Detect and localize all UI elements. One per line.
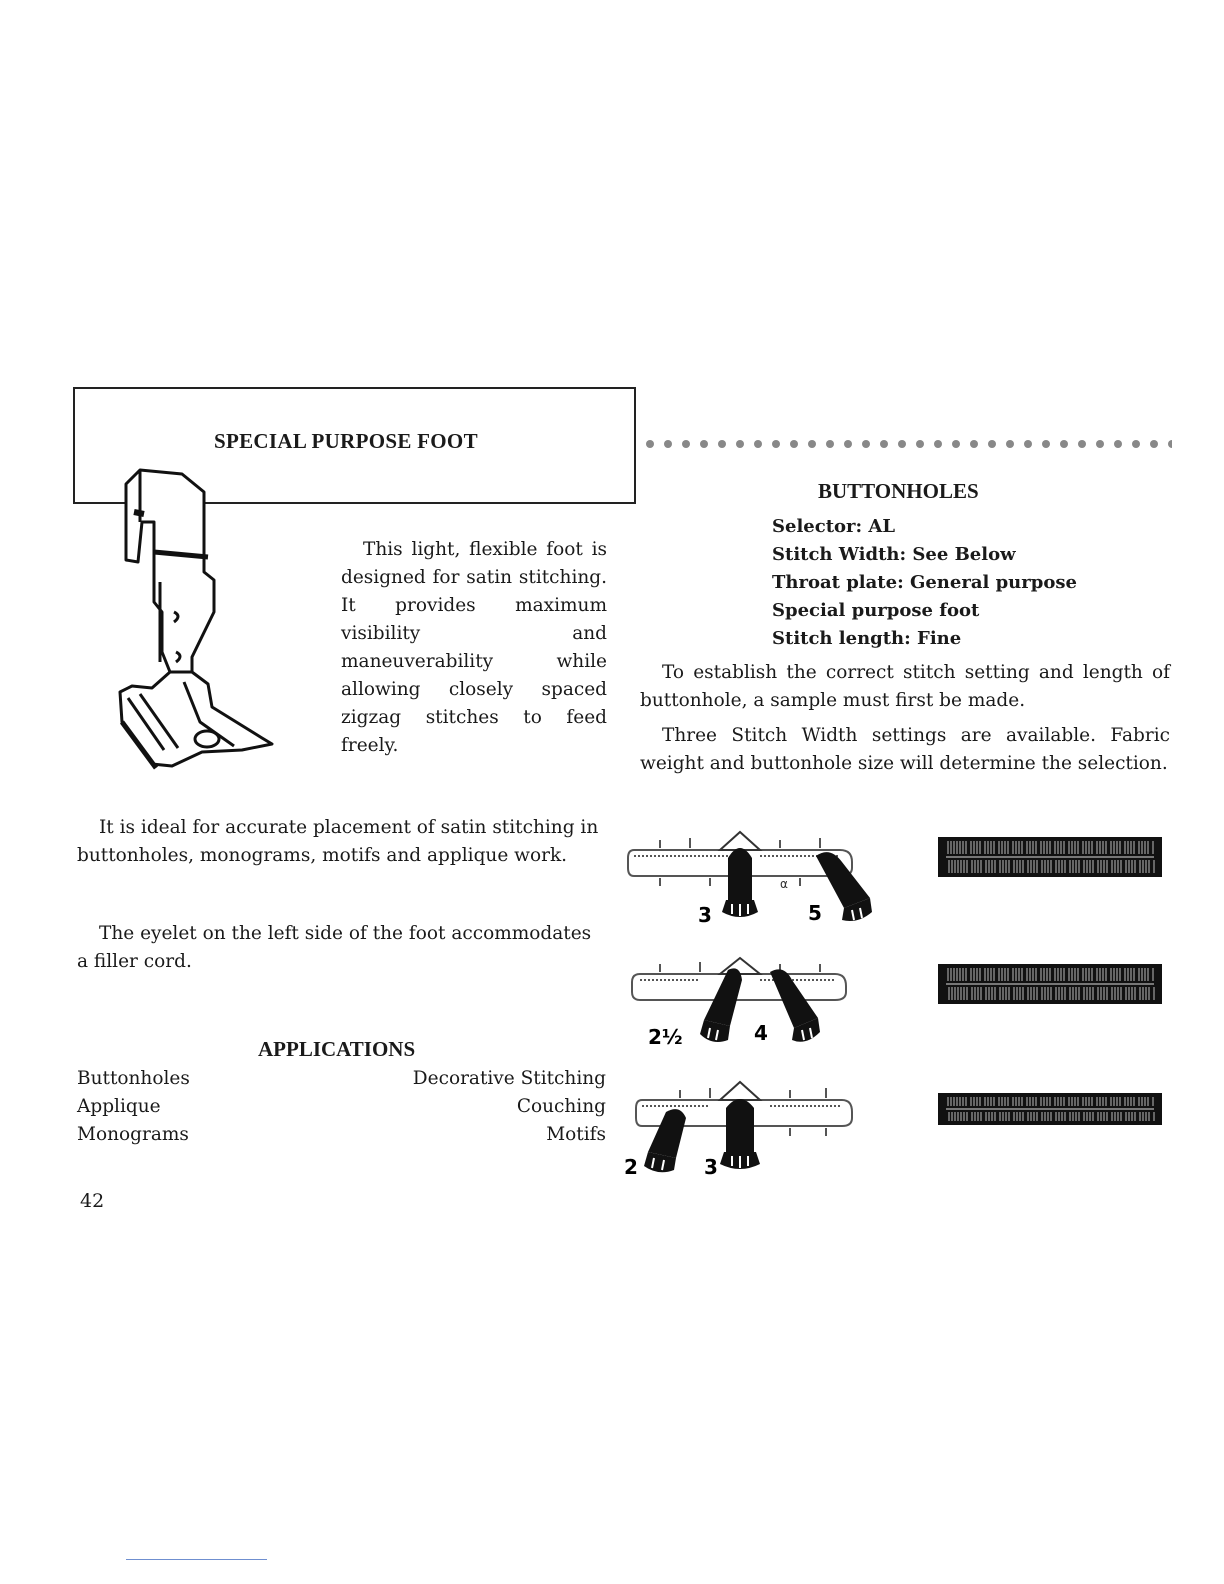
sample-paragraph: To establish the correct stitch setting and length of buttonhole, a sample must first be made. bbox=[640, 662, 1170, 711]
decorative-dot bbox=[1114, 440, 1122, 448]
decorative-dot bbox=[1150, 440, 1158, 448]
decorative-dot bbox=[790, 440, 798, 448]
decorative-dot bbox=[1024, 440, 1032, 448]
presser-foot-illustration bbox=[112, 462, 282, 774]
dial-left-label: 2 bbox=[624, 1155, 638, 1178]
decorative-dot bbox=[700, 440, 708, 448]
decorative-dot-border bbox=[644, 436, 1172, 452]
decorative-dot bbox=[1096, 440, 1104, 448]
page-number: 42 bbox=[80, 1190, 105, 1212]
decorative-dot bbox=[1078, 440, 1086, 448]
decorative-dot bbox=[988, 440, 996, 448]
decorative-dot bbox=[1168, 440, 1172, 448]
dial-left-label: 3 bbox=[698, 903, 712, 927]
setting-stitch-width: Stitch Width: See Below bbox=[772, 544, 1016, 565]
setting-foot: Special purpose foot bbox=[772, 600, 980, 621]
applications-right-list bbox=[413, 1065, 606, 1149]
dial-left-label: 2½ bbox=[648, 1025, 683, 1049]
width-settings-paragraph: Three Stitch Width settings are available. Fabric weight and buttonhole size will determine the selection. bbox=[640, 725, 1170, 774]
stitch-width-dial-3 bbox=[620, 1078, 880, 1178]
application-item: Applique bbox=[77, 1096, 161, 1117]
buttonhole-slit bbox=[946, 983, 1154, 985]
decorative-dot bbox=[970, 440, 978, 448]
application-item: Motifs bbox=[546, 1124, 606, 1145]
decorative-dot bbox=[646, 440, 654, 448]
decorative-dot bbox=[880, 440, 888, 448]
decorative-dot bbox=[1006, 440, 1014, 448]
application-item: Buttonholes bbox=[77, 1068, 190, 1089]
setting-selector: Selector: AL bbox=[772, 516, 896, 537]
decorative-dot bbox=[934, 440, 942, 448]
buttonhole-sample-1 bbox=[938, 837, 1162, 877]
buttonhole-sample-2 bbox=[938, 964, 1162, 1004]
stitch-width-dial-2 bbox=[620, 954, 880, 1054]
decorative-dot bbox=[718, 440, 726, 448]
decorative-dot bbox=[898, 440, 906, 448]
application-item: Monograms bbox=[77, 1124, 189, 1145]
eyelet-paragraph: The eyelet on the left side of the foot accommodates a filler cord. bbox=[77, 923, 592, 972]
decorative-dot bbox=[754, 440, 762, 448]
decorative-dot bbox=[808, 440, 816, 448]
buttonholes-heading: BUTTONHOLES bbox=[818, 479, 979, 503]
intro-paragraph: This light, flexible foot is designed for satin stitching. It provides maximum visibility and maneuverability while allowing closely spaced zigzag stitches to feed freely. bbox=[341, 539, 607, 756]
decorative-dot bbox=[664, 440, 672, 448]
dial-right-label: 4 bbox=[754, 1021, 768, 1045]
buttonhole-slit bbox=[946, 856, 1154, 858]
decorative-dot bbox=[952, 440, 960, 448]
application-item: Decorative Stitching bbox=[412, 1068, 606, 1089]
ideal-use-paragraph: It is ideal for accurate placement of satin stitching in buttonholes, monograms, motifs and applique work. bbox=[77, 817, 599, 866]
decorative-dot bbox=[1042, 440, 1050, 448]
stitch-width-dial-1 bbox=[620, 828, 880, 928]
decorative-dot bbox=[772, 440, 780, 448]
setting-throat-plate: Throat plate: General purpose bbox=[772, 572, 1077, 593]
svg-text:α: α bbox=[780, 877, 788, 891]
buttonhole-sample-3 bbox=[938, 1093, 1162, 1125]
dial-right-label: 3 bbox=[704, 1155, 718, 1178]
decorative-dot bbox=[826, 440, 834, 448]
applications-left-list bbox=[77, 1065, 190, 1149]
decorative-dot bbox=[1060, 440, 1068, 448]
decorative-dot bbox=[736, 440, 744, 448]
section-title: SPECIAL PURPOSE FOOT bbox=[214, 429, 478, 453]
dial-right-label: 5 bbox=[808, 901, 822, 925]
application-item: Couching bbox=[516, 1096, 606, 1117]
decorative-dot bbox=[1132, 440, 1140, 448]
buttonhole-slit bbox=[946, 1108, 1154, 1110]
decorative-dot bbox=[862, 440, 870, 448]
bottom-rule bbox=[126, 1559, 267, 1560]
decorative-dot bbox=[916, 440, 924, 448]
setting-stitch-length: Stitch length: Fine bbox=[772, 628, 962, 649]
decorative-dot bbox=[682, 440, 690, 448]
decorative-dot bbox=[844, 440, 852, 448]
settings-list bbox=[772, 513, 1077, 653]
applications-heading: APPLICATIONS bbox=[258, 1037, 416, 1061]
